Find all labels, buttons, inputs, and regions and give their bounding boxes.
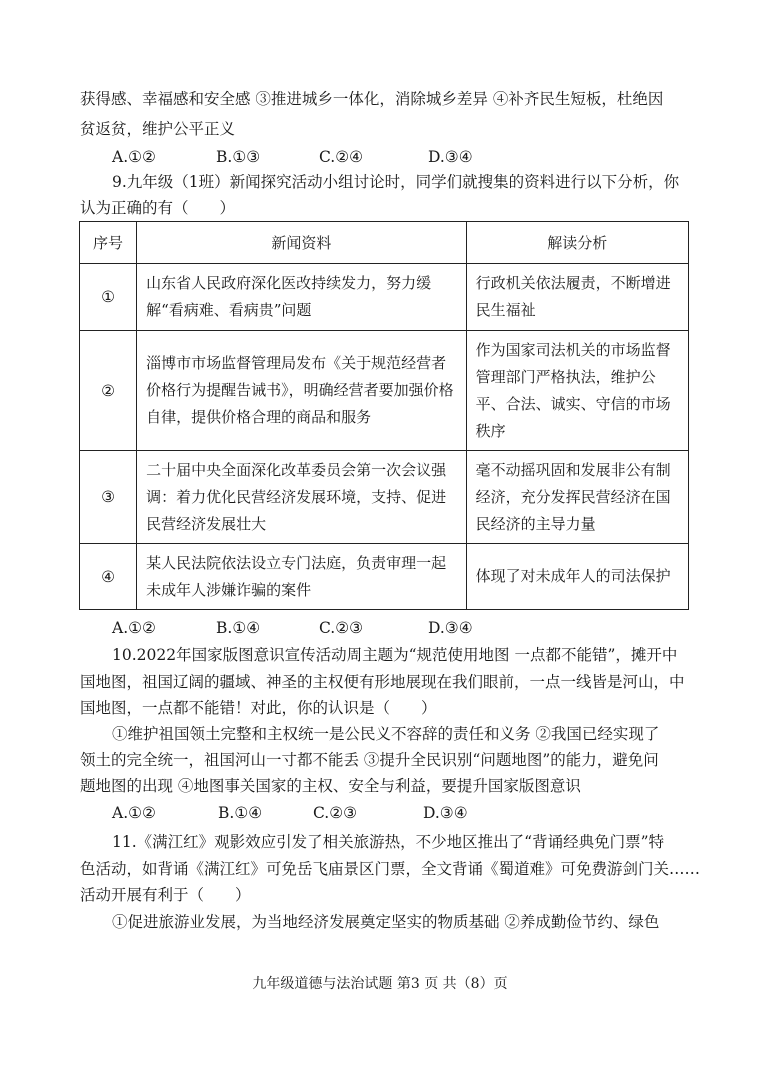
q8-options bbox=[112, 147, 473, 167]
row-analysis: 体现了对未成年人的司法保护 bbox=[475, 567, 671, 585]
table-row bbox=[80, 264, 689, 331]
q10-stem-line-1: 10.2022年国家版图意识宣传活动周主题为“规范使用地图 一点都不能错”，摊开中 bbox=[112, 646, 678, 664]
q11-stem-line-1: 11.《满江红》观影效应引发了相关旅游热，不少地区推出了“背诵经典免门票”特 bbox=[112, 833, 665, 851]
row-analysis: 行政机关依法履责，不断增进民生福祉 bbox=[475, 274, 671, 319]
table-header-row bbox=[80, 222, 689, 264]
q8-statement-line-2: 贫返贫，维护公平正义 bbox=[80, 120, 236, 138]
q9-stem-line-1: 9.九年级（1班）新闻探究活动小组讨论时，同学们就搜集的资料进行以下分析，你 bbox=[112, 173, 680, 191]
news-analysis-table bbox=[79, 221, 689, 610]
row-analysis: 毫不动摇巩固和发展非公有制经济，充分发挥民营经济在国民经济的主导力量 bbox=[475, 460, 671, 533]
q8-option-c[interactable]: C.②④ bbox=[319, 148, 364, 166]
q10-option-a[interactable]: A.①② bbox=[112, 804, 156, 822]
q10-option-b[interactable]: B.①④ bbox=[218, 804, 263, 822]
page-footer: 九年级道德与法治试题 第3 页 共（8）页 bbox=[252, 976, 508, 992]
row-news: 二十届中央全面深化改革委员会第一次会议强调：着力优化民营经济发展环境，支持、促进民营经济发展壮大 bbox=[146, 460, 447, 533]
q9-option-c[interactable]: C.②③ bbox=[319, 619, 364, 637]
table-row bbox=[80, 451, 689, 544]
row-number: ④ bbox=[80, 544, 137, 610]
q9-option-d[interactable]: D.③④ bbox=[428, 619, 473, 637]
header-number: 序号 bbox=[80, 222, 137, 264]
q10-option-d[interactable]: D.③④ bbox=[423, 804, 468, 822]
q10-stem-line-2: 国地图，祖国辽阔的疆域、神圣的主权便有形地展现在我们眼前，一点一线皆是河山，中 bbox=[80, 673, 685, 691]
row-news: 山东省人民政府深化医改持续发力，努力缓解“看病难、看病贵”问题 bbox=[146, 274, 432, 319]
row-analysis: 作为国家司法机关的市场监督管理部门严格执法，维护公平、合法、诚实、守信的市场秩序 bbox=[475, 340, 671, 440]
q9-stem-line-2: 认为正确的有（ ） bbox=[80, 199, 236, 217]
q9-option-b[interactable]: B.①④ bbox=[216, 619, 261, 637]
row-news: 某人民法院依法设立专门法庭，负责审理一起未成年人涉嫌诈骗的案件 bbox=[146, 553, 447, 599]
row-news: 淄博市市场监督管理局发布《关于规范经营者价格行为提醒告诫书》，明确经营者要加强价格自律，提供价格合理的商品和服务 bbox=[146, 354, 454, 426]
row-number: ① bbox=[80, 264, 137, 331]
q10-stem-line-3: 国地图，一点都不能错！对此，你的认识是（ ） bbox=[80, 699, 437, 717]
q10-statements-line-3: 题地图的出现 ④地图事关国家的主权、安全与利益，要提升国家版图意识 bbox=[80, 777, 581, 795]
q10-statements-line-2: 领土的完全统一，祖国河山一寸都不能丢 ③提升全民识别“问题地图”的能力，避免问 bbox=[80, 751, 659, 769]
q10-options bbox=[112, 803, 468, 823]
table-row bbox=[80, 544, 689, 610]
row-number: ③ bbox=[80, 451, 137, 544]
table-row bbox=[80, 331, 689, 451]
header-analysis: 解读分析 bbox=[466, 222, 688, 264]
q9-option-a[interactable]: A.①② bbox=[112, 619, 156, 637]
q11-statements-line-1: ①促进旅游业发展，为当地经济发展奠定坚实的物质基础 ②养成勤俭节约、绿色 bbox=[112, 913, 660, 931]
header-news: 新闻资料 bbox=[137, 222, 467, 264]
q8-option-a[interactable]: A.①② bbox=[112, 148, 156, 166]
q10-statements-line-1: ①维护祖国领土完整和主权统一是公民义不容辞的责任和义务 ②我国已经实现了 bbox=[112, 725, 660, 743]
q8-statement-line-1: 获得感、幸福感和安全感 ③推进城乡一体化，消除城乡差异 ④补齐民生短板，杜绝因 bbox=[80, 90, 664, 108]
q11-stem-line-2: 色活动，如背诵《满江红》可免岳飞庙景区门票，全文背诵《蜀道难》可免费游剑门关…… bbox=[80, 860, 701, 878]
q8-option-b[interactable]: B.①③ bbox=[216, 148, 261, 166]
q8-option-d[interactable]: D.③④ bbox=[428, 148, 473, 166]
q9-options bbox=[112, 618, 473, 638]
row-number: ② bbox=[80, 331, 137, 451]
q10-option-c[interactable]: C.②③ bbox=[313, 804, 358, 822]
q11-stem-line-3: 活动开展有利于（ ） bbox=[80, 886, 251, 904]
